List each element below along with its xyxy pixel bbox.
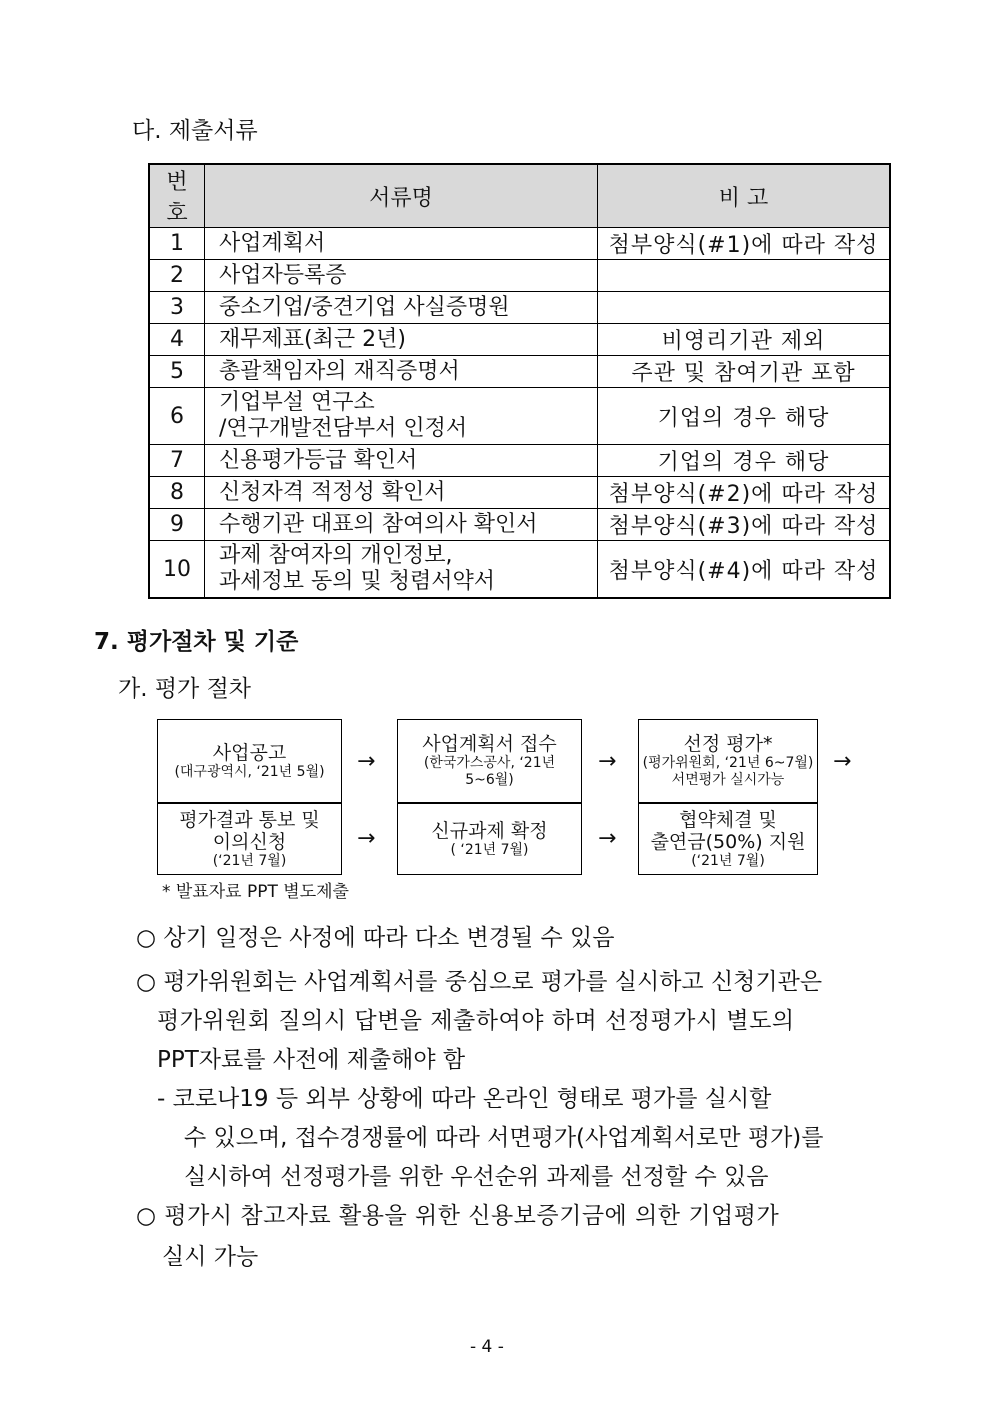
row-note [598, 260, 891, 292]
bullet-evaluation-line1: ○ 평가위원회는 사업계획서를 중심으로 평가를 실시하고 신청기관은 [136, 969, 823, 995]
arrow-icon: → [357, 826, 376, 851]
flow-footnote: * 발표자료 PPT 별도제출 [162, 882, 349, 902]
row-note: 비영리기관 제외 [598, 324, 891, 356]
table-header-row [149, 164, 890, 228]
table-row [149, 477, 890, 509]
bullet-schedule-change: ○ 상기 일정은 사정에 따라 다소 변경될 수 있음 [136, 925, 615, 951]
row-number: 8 [149, 477, 205, 509]
row-doc-name [205, 388, 598, 445]
dash-item-line1: - 코로나19 등 외부 상황에 따라 온라인 형태로 평가를 실시할 [157, 1086, 772, 1112]
row-doc-name: 수행기관 대표의 참여의사 확인서 [205, 509, 598, 541]
row-number: 1 [149, 228, 205, 260]
row-number: 2 [149, 260, 205, 292]
flow-step-detail: (‘21년 7월) [212, 852, 287, 869]
bullet-evaluation-line3: PPT자료를 사전에 제출해야 함 [157, 1047, 466, 1073]
flow-step-confirmation [397, 803, 582, 875]
row-doc-name: 사업자등록증 [205, 260, 598, 292]
flow-step-title2: 출연금(50%) 지원 [650, 830, 806, 853]
table-row [149, 445, 890, 477]
section-7-title: 7. 평가절차 및 기준 [94, 629, 299, 655]
flow-step-title: 선정 평가* [683, 733, 773, 755]
row-note: 주관 및 참여기관 포함 [598, 356, 891, 388]
flow-step-detail: (평가위원회, ‘21년 6~7월) [642, 755, 814, 771]
table-row [149, 292, 890, 324]
flow-step-title: 평가결과 통보 및 [179, 808, 320, 831]
table-row [149, 228, 890, 260]
row-note: 첨부양식(#2)에 따라 작성 [598, 477, 891, 509]
section-7-subtitle: 가. 평가 절차 [118, 676, 252, 702]
flow-step-detail2: 서면평가 실시가능 [671, 772, 785, 788]
header-note: 비 고 [598, 164, 891, 228]
arrow-icon: → [598, 749, 617, 774]
header-number: 번호 [149, 164, 205, 228]
bullet-evaluation-line2: 평가위원회 질의시 답변을 제출하여야 하며 선정평가시 별도의 [157, 1008, 795, 1034]
flow-step-detail: ( ‘21년 7월) [450, 841, 529, 858]
section-subtitle: 다. 제출서류 [132, 118, 258, 144]
row-doc-name: 총괄책임자의 재직증명서 [205, 356, 598, 388]
row-doc-name-line1: 과제 참여자의 개인정보, [219, 543, 453, 568]
row-doc-name: 신용평가등급 확인서 [205, 445, 598, 477]
row-number: 4 [149, 324, 205, 356]
dash-item-line2: 수 있으며, 접수경쟁률에 따라 서면평가(사업계획서로만 평가)를 [184, 1125, 824, 1151]
arrow-icon: → [598, 826, 617, 851]
flow-step-evaluation [638, 719, 818, 803]
row-note: 첨부양식(#3)에 따라 작성 [598, 509, 891, 541]
arrow-icon: → [833, 749, 852, 774]
row-doc-name: 재무제표(최근 2년) [205, 324, 598, 356]
table-row [149, 541, 890, 599]
dash-item-line3: 실시하여 선정평가를 위한 우선순위 과제를 선정할 수 있음 [184, 1164, 769, 1190]
page-number: - 4 - [470, 1337, 504, 1357]
table-row [149, 260, 890, 292]
row-number: 9 [149, 509, 205, 541]
table-row [149, 388, 890, 445]
arrow-icon: → [357, 749, 376, 774]
flow-step-detail: (‘21년 7월) [691, 852, 765, 869]
row-note: 기업의 경우 해당 [598, 388, 891, 445]
row-doc-name-line1: 기업부설 연구소 [219, 390, 375, 415]
flow-step-detail: (한국가스공사, ‘21년 [423, 755, 556, 771]
row-number: 3 [149, 292, 205, 324]
row-doc-name: 사업계획서 [205, 228, 598, 260]
flow-step-title: 신규과제 확정 [431, 819, 548, 842]
bullet-credit-line2: 실시 가능 [162, 1244, 259, 1270]
table-row [149, 509, 890, 541]
flow-step-submission [397, 719, 582, 803]
row-doc-name: 중소기업/중견기업 사실증명원 [205, 292, 598, 324]
header-doc-name: 서류명 [205, 164, 598, 228]
documents-table [148, 163, 891, 599]
flow-step-detail2: 5~6월) [465, 772, 514, 788]
row-number: 7 [149, 445, 205, 477]
table-row [149, 324, 890, 356]
row-doc-name-line2: 과세정보 동의 및 청렴서약서 [219, 569, 496, 594]
table-row [149, 356, 890, 388]
flow-step-title: 협약체결 및 [679, 808, 777, 831]
row-doc-name-line2: /연구개발전담부서 인정서 [219, 416, 468, 441]
flow-step-announcement [157, 719, 342, 803]
bullet-credit-line1: ○ 평가시 참고자료 활용을 위한 신용보증기금에 의한 기업평가 [136, 1203, 780, 1229]
row-number: 6 [149, 388, 205, 445]
flow-step-title2: 이의신청 [212, 830, 287, 853]
flow-step-title: 사업공고 [212, 741, 287, 764]
flow-step-notification [157, 803, 342, 875]
row-doc-name: 신청자격 적정성 확인서 [205, 477, 598, 509]
row-note: 기업의 경우 해당 [598, 445, 891, 477]
flow-step-title: 사업계획서 접수 [422, 733, 557, 755]
flow-step-detail: (대구광역시, ‘21년 5월) [174, 763, 325, 780]
row-note: 첨부양식(#1)에 따라 작성 [598, 228, 891, 260]
row-note: 첨부양식(#4)에 따라 작성 [598, 541, 891, 599]
row-number: 10 [149, 541, 205, 599]
flow-step-agreement [638, 803, 818, 875]
row-note [598, 292, 891, 324]
row-doc-name [205, 541, 598, 599]
row-number: 5 [149, 356, 205, 388]
